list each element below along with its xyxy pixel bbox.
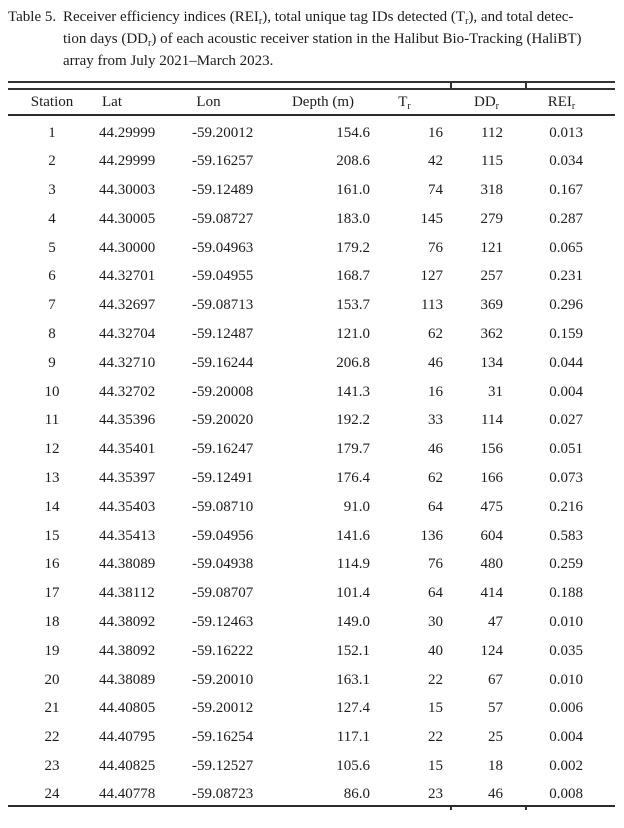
- cell-depth: 163.1: [336, 671, 370, 688]
- cell-rei: 0.216: [549, 498, 583, 515]
- cell-lon: -59.12491: [192, 469, 254, 486]
- table-header: [8, 90, 615, 115]
- top-double-rule: [8, 81, 615, 90]
- cell-rei: 0.006: [549, 700, 583, 717]
- cell-ddr: 57: [488, 700, 503, 717]
- rule-tick: [450, 807, 452, 810]
- cell-lat: 44.35396: [99, 412, 156, 429]
- cell-lat: 44.32697: [99, 297, 156, 314]
- caption-text-segment: array from July 2021–March 2023.: [63, 53, 274, 69]
- cell-depth: 183.0: [336, 210, 370, 227]
- cell-tr: 62: [428, 325, 443, 342]
- cell-depth: 154.6: [336, 124, 370, 141]
- column-header-station: [8, 90, 96, 115]
- cell-station: 3: [48, 181, 56, 198]
- cell-lon: -59.04956: [192, 527, 254, 544]
- cell-lon: -59.16247: [192, 441, 254, 458]
- cell-depth: 117.1: [336, 729, 370, 746]
- table-row: [8, 633, 615, 662]
- table-row: [8, 691, 615, 720]
- cell-ddr: 134: [480, 354, 503, 371]
- cell-rei: 0.013: [549, 124, 583, 141]
- cell-depth: 179.2: [336, 239, 370, 256]
- cell-rei: 0.259: [549, 556, 583, 573]
- cell-lon: -59.12527: [192, 757, 254, 774]
- cell-lat: 44.35403: [99, 498, 156, 515]
- cell-depth: 153.7: [336, 297, 370, 314]
- cell-station: 7: [48, 297, 56, 314]
- cell-ddr: 156: [480, 441, 503, 458]
- cell-station: 2: [48, 153, 56, 170]
- cell-rei: 0.004: [549, 729, 583, 746]
- cell-station: 16: [44, 556, 60, 573]
- cell-lon: -59.12487: [192, 325, 254, 342]
- cell-lon: -59.04963: [192, 239, 254, 256]
- table-row: [8, 720, 615, 749]
- column-header-lat: [96, 90, 167, 115]
- column-header-rei: [528, 90, 615, 115]
- column-header-label: T: [398, 93, 408, 110]
- cell-rei: 0.583: [549, 527, 583, 544]
- column-header-tr: [378, 90, 451, 115]
- cell-depth: 168.7: [336, 268, 370, 285]
- cell-ddr: 369: [480, 297, 503, 314]
- cell-rei: 0.004: [549, 383, 583, 400]
- rule-tick: [450, 83, 452, 88]
- table-row: [8, 259, 615, 288]
- cell-depth: 91.0: [343, 498, 370, 515]
- column-header-subscript: r: [571, 100, 576, 112]
- cell-ddr: 25: [488, 729, 503, 746]
- caption-line: [63, 6, 618, 28]
- cell-rei: 0.073: [549, 469, 583, 486]
- cell-tr: 64: [428, 498, 443, 515]
- cell-depth: 176.4: [336, 469, 370, 486]
- cell-station: 9: [48, 354, 56, 371]
- table-row: [8, 345, 615, 374]
- caption-subscript: r: [465, 16, 469, 27]
- table-row: [8, 201, 615, 230]
- cell-depth: 152.1: [336, 642, 370, 659]
- cell-rei: 0.002: [549, 757, 583, 774]
- cell-rei: 0.035: [549, 642, 583, 659]
- cell-lat: 44.38092: [99, 613, 156, 630]
- caption-subscript: r: [258, 16, 263, 27]
- bottom-rule-ticks: [8, 807, 615, 811]
- cell-tr: 16: [428, 383, 443, 400]
- table-row: [8, 777, 615, 806]
- cell-ddr: 115: [481, 153, 503, 170]
- cell-tr: 74: [428, 181, 443, 198]
- cell-tr: 127: [420, 268, 443, 285]
- table-row: [8, 605, 615, 634]
- cell-lat: 44.29999: [99, 153, 156, 170]
- cell-ddr: 362: [480, 325, 503, 342]
- caption-lines: [63, 6, 618, 72]
- cell-rei: 0.044: [549, 354, 583, 371]
- cell-ddr: 257: [480, 268, 503, 285]
- cell-depth: 105.6: [336, 757, 370, 774]
- cell-tr: 46: [428, 354, 443, 371]
- cell-station: 18: [44, 613, 60, 630]
- cell-rei: 0.159: [549, 325, 583, 342]
- cell-lat: 44.40805: [99, 700, 156, 717]
- table-header-row: [8, 90, 615, 115]
- cell-rei: 0.051: [549, 441, 583, 458]
- table-row: [8, 115, 615, 144]
- cell-station: 14: [44, 498, 60, 515]
- cell-rei: 0.287: [549, 210, 583, 227]
- cell-station: 20: [44, 671, 60, 688]
- table-row: [8, 230, 615, 259]
- cell-depth: 127.4: [336, 700, 370, 717]
- cell-depth: 101.4: [336, 585, 370, 602]
- table-caption: [8, 6, 618, 72]
- table-area: [8, 81, 615, 811]
- cell-tr: 22: [428, 729, 443, 746]
- cell-depth: 179.7: [336, 441, 370, 458]
- caption-subscript: r: [148, 38, 152, 49]
- cell-lat: 44.32702: [99, 383, 156, 400]
- cell-ddr: 124: [480, 642, 503, 659]
- column-header-lon: [167, 90, 268, 115]
- caption-text-segment: Receiver efficiency indices (REI: [63, 9, 259, 25]
- cell-tr: 64: [428, 585, 443, 602]
- table-row: [8, 749, 615, 778]
- column-header-subscript: r: [407, 100, 411, 112]
- cell-rei: 0.008: [549, 786, 583, 803]
- cell-lon: -59.16257: [192, 153, 254, 170]
- table-row: [8, 547, 615, 576]
- cell-tr: 23: [428, 786, 443, 803]
- cell-lat: 44.30000: [99, 239, 156, 256]
- cell-ddr: 67: [488, 671, 503, 688]
- table-row: [8, 374, 615, 403]
- cell-lon: -59.12489: [192, 181, 254, 198]
- cell-station: 4: [48, 210, 56, 227]
- cell-station: 10: [44, 383, 60, 400]
- cell-lat: 44.38089: [99, 556, 156, 573]
- cell-lon: -59.08723: [192, 786, 254, 803]
- cell-ddr: 166: [480, 469, 503, 486]
- cell-station: 24: [44, 786, 60, 803]
- caption-text-segment: ) of each acoustic receiver station in the Halibut Bio-Tracking (HaliBT): [151, 31, 582, 47]
- cell-depth: 114.9: [336, 556, 370, 573]
- cell-lon: -59.04938: [192, 556, 254, 573]
- cell-depth: 149.0: [336, 613, 370, 630]
- cell-station: 1: [48, 124, 56, 141]
- cell-tr: 15: [428, 757, 443, 774]
- receiver-stations-table: [8, 90, 615, 807]
- column-header-label: REI: [547, 93, 572, 110]
- cell-tr: 42: [428, 153, 443, 170]
- column-header-depth: [268, 90, 378, 115]
- cell-lon: -59.16222: [192, 642, 254, 659]
- cell-lon: -59.20010: [192, 671, 254, 688]
- cell-ddr: 46: [488, 786, 503, 803]
- column-header-label: Lat: [102, 93, 122, 110]
- cell-lat: 44.38089: [99, 671, 156, 688]
- rule-tick: [525, 807, 527, 810]
- cell-tr: 136: [420, 527, 443, 544]
- cell-ddr: 318: [480, 181, 503, 198]
- cell-ddr: 114: [481, 412, 503, 429]
- cell-rei: 0.027: [549, 412, 583, 429]
- cell-station: 5: [48, 239, 56, 256]
- cell-lat: 44.29999: [99, 124, 156, 141]
- cell-lat: 44.35401: [99, 441, 156, 458]
- cell-lon: -59.20020: [192, 412, 254, 429]
- cell-depth: 86.0: [343, 786, 370, 803]
- cell-lon: -59.04955: [192, 268, 254, 285]
- cell-rei: 0.065: [549, 239, 583, 256]
- cell-tr: 30: [428, 613, 443, 630]
- cell-station: 13: [44, 469, 60, 486]
- caption-line: [63, 28, 618, 50]
- cell-depth: 206.8: [336, 354, 370, 371]
- cell-station: 21: [44, 700, 60, 717]
- cell-ddr: 475: [480, 498, 503, 515]
- table-body: [8, 115, 615, 806]
- cell-station: 19: [44, 642, 60, 659]
- cell-tr: 113: [421, 297, 443, 314]
- cell-lat: 44.30003: [99, 181, 156, 198]
- cell-ddr: 112: [481, 124, 503, 141]
- table-row: [8, 403, 615, 432]
- cell-station: 17: [44, 585, 60, 602]
- cell-tr: 76: [428, 556, 443, 573]
- cell-depth: 141.6: [336, 527, 370, 544]
- cell-depth: 141.3: [336, 383, 370, 400]
- cell-lat: 44.40825: [99, 757, 156, 774]
- cell-lat: 44.38112: [99, 585, 155, 602]
- table-row: [8, 432, 615, 461]
- cell-tr: 46: [428, 441, 443, 458]
- cell-station: 22: [44, 729, 60, 746]
- cell-lon: -59.20012: [192, 124, 254, 141]
- caption-text-segment: ), and total detec-: [468, 9, 574, 25]
- cell-ddr: 279: [480, 210, 503, 227]
- cell-ddr: 480: [480, 556, 503, 573]
- cell-lon: -59.08707: [192, 585, 254, 602]
- cell-lon: -59.08713: [192, 297, 254, 314]
- cell-station: 12: [44, 441, 60, 458]
- cell-depth: 121.0: [336, 325, 370, 342]
- column-header-label: Depth (m): [291, 93, 355, 110]
- cell-ddr: 414: [480, 585, 503, 602]
- column-header-label: DD: [473, 93, 496, 110]
- cell-lat: 44.40795: [99, 729, 156, 746]
- cell-tr: 22: [428, 671, 443, 688]
- cell-ddr: 121: [480, 239, 503, 256]
- cell-station: 23: [44, 757, 60, 774]
- cell-station: 8: [48, 325, 56, 342]
- cell-rei: 0.231: [549, 268, 583, 285]
- caption-text-segment: ), total unique tag IDs detected (T: [262, 9, 466, 25]
- cell-lon: -59.08727: [192, 210, 254, 227]
- cell-lat: 44.32710: [99, 354, 156, 371]
- column-header-label: Lon: [196, 93, 221, 110]
- cell-lat: 44.30005: [99, 210, 156, 227]
- cell-lon: -59.20008: [192, 383, 254, 400]
- column-header-label: Station: [30, 93, 74, 110]
- table-row: [8, 317, 615, 346]
- cell-rei: 0.167: [549, 181, 583, 198]
- cell-tr: 40: [428, 642, 443, 659]
- cell-rei: 0.010: [549, 613, 583, 630]
- cell-lat: 44.35413: [99, 527, 156, 544]
- cell-lat: 44.32704: [99, 325, 156, 342]
- column-header-ddr: [451, 90, 528, 115]
- table-row: [8, 144, 615, 173]
- table-caption-label: Table 5.: [8, 9, 57, 25]
- cell-tr: 62: [428, 469, 443, 486]
- table-row: [8, 518, 615, 547]
- cell-ddr: 47: [488, 613, 503, 630]
- table-row: [8, 489, 615, 518]
- cell-tr: 76: [428, 239, 443, 256]
- cell-rei: 0.296: [549, 297, 583, 314]
- table-row: [8, 288, 615, 317]
- cell-tr: 16: [428, 124, 443, 141]
- cell-station: 15: [44, 527, 60, 544]
- cell-lat: 44.35397: [99, 469, 156, 486]
- cell-ddr: 18: [488, 757, 503, 774]
- table-row: [8, 662, 615, 691]
- cell-rei: 0.034: [549, 153, 583, 170]
- table-row: [8, 576, 615, 605]
- cell-depth: 161.0: [336, 181, 370, 198]
- caption-line: [63, 50, 618, 72]
- cell-ddr: 604: [480, 527, 503, 544]
- caption-text-segment: tion days (DD: [63, 31, 148, 47]
- cell-rei: 0.188: [549, 585, 583, 602]
- cell-lat: 44.40778: [99, 786, 156, 803]
- cell-tr: 145: [420, 210, 443, 227]
- cell-ddr: 31: [488, 383, 503, 400]
- cell-depth: 208.6: [336, 153, 370, 170]
- cell-lon: -59.16254: [192, 729, 254, 746]
- cell-lon: -59.20012: [192, 700, 254, 717]
- cell-lat: 44.38092: [99, 642, 156, 659]
- cell-lon: -59.08710: [192, 498, 254, 515]
- table-row: [8, 461, 615, 490]
- cell-tr: 33: [428, 412, 443, 429]
- cell-lon: -59.16244: [192, 354, 254, 371]
- table-row: [8, 173, 615, 202]
- cell-lon: -59.12463: [192, 613, 254, 630]
- column-header-subscript: r: [495, 100, 499, 112]
- cell-rei: 0.010: [549, 671, 583, 688]
- cell-tr: 15: [428, 700, 443, 717]
- cell-station: 11: [44, 412, 60, 429]
- cell-lat: 44.32701: [99, 268, 156, 285]
- cell-station: 6: [48, 268, 56, 285]
- rule-tick: [525, 83, 527, 88]
- cell-depth: 192.2: [336, 412, 370, 429]
